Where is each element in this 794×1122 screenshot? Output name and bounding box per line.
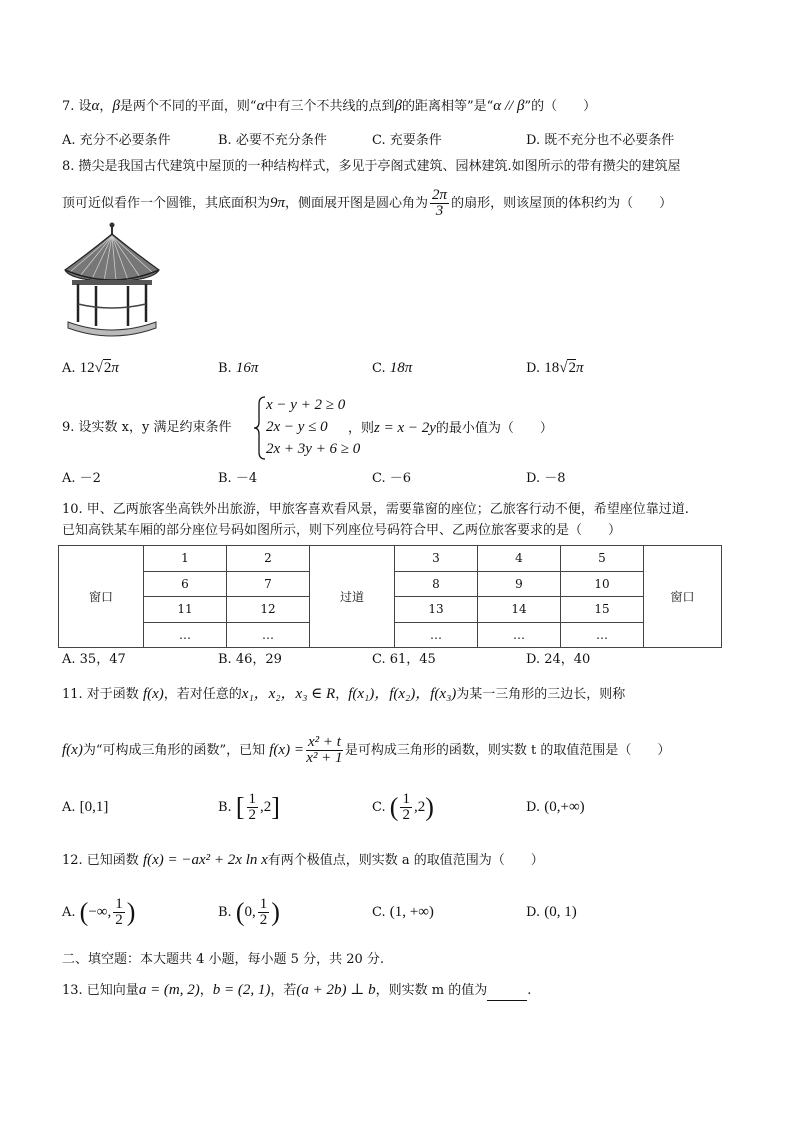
q9-option-c: C. －6: [372, 471, 412, 486]
answer-blank[interactable]: [487, 986, 527, 1001]
q10-line2: 已知高铁某车厢的部分座位号码如图所示，则下列座位号码符合甲、乙两位旅客要求的是（ ）: [62, 523, 622, 538]
left-brace-icon: [253, 396, 267, 460]
alpha-symbol: α: [91, 98, 100, 114]
vector-b: b = (2, 1): [212, 982, 271, 998]
q13-stem: 13. 已知向量a = (m, 2)，b = (2, 1)，若(a + 2b) ⊥ b，则实数 m 的值为 .: [62, 980, 531, 1001]
q7-option-a: A. 充分不必要条件: [62, 133, 171, 148]
vector-a: a = (m, 2): [138, 982, 200, 998]
q9-option-b: B. －4: [218, 471, 258, 486]
q10-option-b: B. 46，29: [218, 652, 282, 667]
q8-option-a: A. 12√2π: [62, 360, 119, 376]
q8-line1: 8. 攒尖是我国古代建筑中屋顶的一种结构样式，多见于亭阁式建筑、园林建筑.如图所示的带有攒尖的建筑屋: [62, 159, 681, 174]
q10-option-c: C. 61，45: [372, 652, 436, 667]
q12-option-b: B. (0, $\frac{1}{2}$ ): [218, 896, 280, 928]
q10-option-a: A. 35，47: [62, 652, 126, 667]
q9-option-a: A. －2: [62, 471, 101, 486]
q12-option-d: D. (0, 1): [526, 904, 577, 920]
q12-stem: 12. 已知函数 f(x) = −ax² + 2x ln x有两个极值点，则实数 a 的取值范围为（ ）: [62, 852, 544, 868]
section-heading: 二、填空题：本大题共 4 小题，每小题 5 分，共 20 分.: [62, 952, 385, 967]
parallel-expr: α // β: [493, 98, 525, 114]
q11-option-b: B. [ $\frac{1}{2}$ ,2]: [218, 791, 280, 823]
q11-option-a: A. [0,1]: [62, 799, 109, 815]
q10-option-d: D. 24，40: [526, 652, 591, 667]
pavilion-icon: [60, 222, 160, 340]
q7-stem: 7. 设α，β是两个不同的平面，则“α中有三个不共线的点到β的距离相等”是“α // β”的（ ）: [62, 98, 597, 114]
q8-option-c: C. 18π: [372, 360, 413, 376]
constraint-system: x − y + 2 ≥ 0 2x − y ≤ 0 2x + 3y + 6 ≥ 0: [266, 397, 361, 457]
q7-option-c: C. 充要条件: [372, 133, 442, 148]
q9-stem-a: 9. 设实数 x，y 满足约束条件: [62, 420, 232, 435]
seat-table: 窗口 1 2 过道 3 4 5 窗口 6 7 8 9 10 11 12 13 14 15 … … … … …: [58, 545, 722, 648]
q9-stem-b: ，则z = x − 2y的最小值为（ ）: [348, 420, 553, 436]
perp-condition: (a + 2b) ⊥ b: [296, 982, 376, 998]
q8-line2: 顶可近似看作一个圆锥，其底面积为9π，侧面展开图是圆心角为 $\frac{2\pi}{3}$ 的扇形，则该屋顶的体积约为（ ）: [62, 187, 673, 219]
q8-option-d: D. 18√2π: [526, 360, 584, 376]
q7-option-d: D. 既不充分也不必要条件: [526, 133, 675, 148]
func-fraction: $\frac{\text{x² + t}}{\text{x² + 1}}$: [306, 734, 343, 766]
q8-option-b: B. 16π: [218, 360, 259, 376]
angle-fraction: $\frac{2\pi}{3}$: [432, 187, 448, 219]
q11-option-d: D. (0,+∞): [526, 799, 585, 815]
window-right-cell: 窗口: [644, 546, 722, 648]
window-left-cell: 窗口: [59, 546, 144, 648]
q11-line1: 11. 对于函数 f(x)，若对任意的x₁，x₂，x₃ ∈ R，f(x₁)，f(x₂)，f(x₃)为某一三角形的三边长，则称: [62, 686, 626, 702]
q11-option-c: C. ( $\frac{1}{2}$ ,2): [372, 791, 434, 823]
q12-option-c: C. (1, +∞): [372, 904, 434, 920]
q12-option-a: A. (−∞, $\frac{1}{2}$ ): [62, 896, 136, 928]
q10-line1: 10. 甲、乙两旅客坐高铁外出旅游，甲旅客喜欢看风景，需要靠窗的座位；乙旅客行动不便，希望座位靠过道.: [62, 502, 689, 517]
beta-symbol: β: [112, 98, 120, 114]
aisle-cell: 过道: [310, 546, 395, 648]
q9-option-d: D. －8: [526, 471, 566, 486]
q7-option-b: B. 必要不充分条件: [218, 133, 327, 148]
q11-line2: f(x)为“可构成三角形的函数”，已知 f(x) = $\frac{\text{x² + t}}{\text{x² + 1}}$ 是可构成三角形的函数，则实数 t 的取值范围是（ ）: [62, 734, 671, 766]
